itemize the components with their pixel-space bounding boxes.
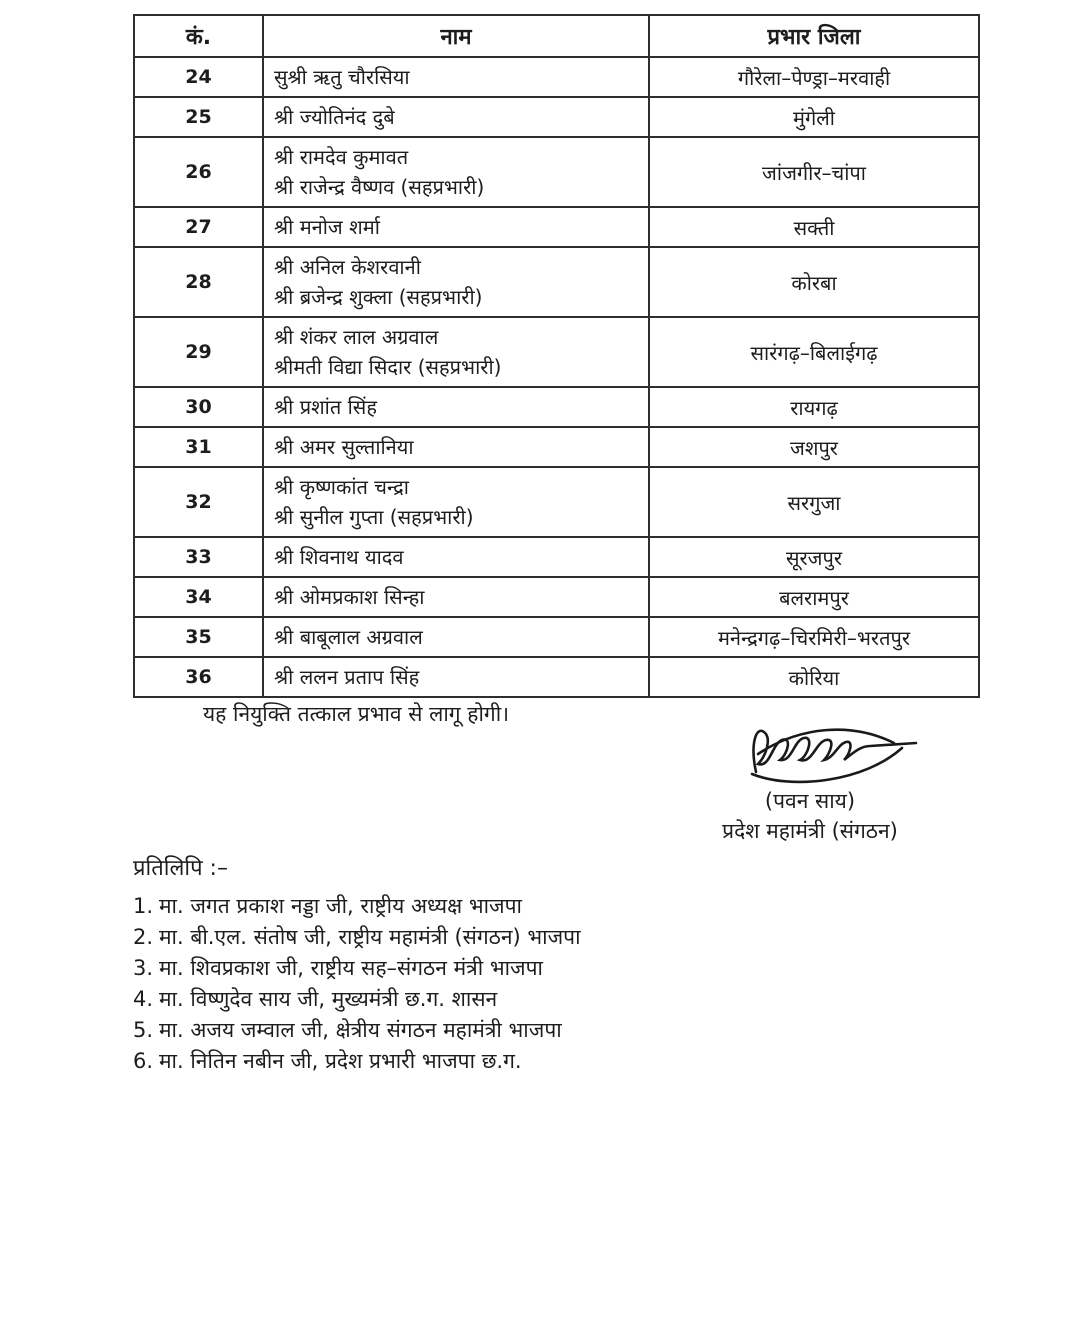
col-header-district: प्रभार जिला	[649, 15, 979, 57]
name-cell	[263, 207, 649, 247]
col-header-name: नाम	[263, 15, 649, 57]
district-cell: बलरामपुर	[649, 577, 979, 617]
serial-number: 34	[134, 577, 263, 617]
name-cell	[263, 657, 649, 697]
district-cell: सक्ती	[649, 207, 979, 247]
serial-number: 32	[134, 467, 263, 537]
district-cell: सूरजपुर	[649, 537, 979, 577]
copy-item	[133, 891, 581, 922]
copy-item-number: 4.	[133, 987, 154, 1011]
copies-list	[133, 891, 581, 1077]
district-cell: रायगढ़	[649, 387, 979, 427]
table-row	[134, 537, 979, 577]
person-name: श्री ज्योतिनंद दुबे	[274, 105, 395, 129]
table-row	[134, 247, 979, 317]
person-name: श्री राजेन्द्र वैष्णव (सहप्रभारी)	[274, 175, 485, 199]
person-name: श्री ओमप्रकाश सिन्हा	[274, 585, 425, 609]
table-row	[134, 427, 979, 467]
name-cell	[263, 387, 649, 427]
serial-number: 36	[134, 657, 263, 697]
name-cell	[263, 577, 649, 617]
copy-item-number: 5.	[133, 1018, 154, 1042]
copy-item-number: 3.	[133, 956, 154, 980]
district-cell: कोरबा	[649, 247, 979, 317]
person-name: श्री बाबूलाल अग्रवाल	[274, 625, 423, 649]
name-cell	[263, 317, 649, 387]
copies-section	[133, 854, 581, 1077]
signature-block	[640, 786, 980, 846]
copy-item-text: मा. विष्णुदेव साय जी, मुख्यमंत्री छ.ग. शासन	[159, 987, 498, 1011]
copy-item	[133, 1015, 581, 1046]
serial-number: 30	[134, 387, 263, 427]
copy-item	[133, 1046, 581, 1077]
table-row	[134, 617, 979, 657]
serial-number: 33	[134, 537, 263, 577]
serial-number: 25	[134, 97, 263, 137]
person-name: श्री अनिल केशरवानी	[274, 255, 421, 279]
signature-scribble	[742, 710, 927, 790]
name-cell	[263, 247, 649, 317]
col-header-serial: कं.	[134, 15, 263, 57]
table-row	[134, 467, 979, 537]
person-name: श्री मनोज शर्मा	[274, 215, 380, 239]
district-cell: सरगुजा	[649, 467, 979, 537]
person-name: श्री रामदेव कुमावत	[274, 145, 409, 169]
name-cell	[263, 617, 649, 657]
district-cell: जांजगीर–चांपा	[649, 137, 979, 207]
serial-number: 26	[134, 137, 263, 207]
table-row	[134, 577, 979, 617]
signatory-name: (पवन साय)	[764, 789, 856, 813]
table-row	[134, 97, 979, 137]
table-header-row	[134, 15, 979, 57]
table-row	[134, 207, 979, 247]
signatory-title: प्रदेश महामंत्री (संगठन)	[722, 819, 898, 843]
copy-item-text: मा. जगत प्रकाश नड्डा जी, राष्ट्रीय अध्यक्ष भाजपा	[159, 894, 522, 918]
serial-number: 31	[134, 427, 263, 467]
person-name: श्री सुनील गुप्ता (सहप्रभारी)	[274, 505, 474, 529]
person-name: श्री ललन प्रताप सिंह	[274, 665, 420, 689]
district-cell: कोरिया	[649, 657, 979, 697]
person-name: श्री शिवनाथ यादव	[274, 545, 404, 569]
person-name: श्री प्रशांत सिंह	[274, 395, 377, 419]
person-name: श्री ब्रजेन्द्र शुक्ला (सहप्रभारी)	[274, 285, 483, 309]
copy-item	[133, 953, 581, 984]
copies-heading: प्रतिलिपि :–	[133, 856, 228, 881]
table-row	[134, 317, 979, 387]
name-cell	[263, 537, 649, 577]
name-cell	[263, 57, 649, 97]
copy-item-text: मा. शिवप्रकाश जी, राष्ट्रीय सह–संगठन मंत्री भाजपा	[159, 956, 543, 980]
effective-note: यह नियुक्ति तत्काल प्रभाव से लागू होगी।	[203, 702, 510, 726]
table-row	[134, 137, 979, 207]
table-body	[134, 57, 979, 697]
person-name: सुश्री ऋतु चौरसिया	[274, 65, 410, 89]
table-row	[134, 387, 979, 427]
table-row	[134, 657, 979, 697]
table-row	[134, 57, 979, 97]
copy-item-text: मा. अजय जम्वाल जी, क्षेत्रीय संगठन महामंत्री भाजपा	[159, 1018, 562, 1042]
serial-number: 24	[134, 57, 263, 97]
copy-item-number: 2.	[133, 925, 154, 949]
person-name: श्रीमती विद्या सिदार (सहप्रभारी)	[274, 355, 502, 379]
serial-number: 27	[134, 207, 263, 247]
district-cell: सारंगढ़–बिलाईगढ़	[649, 317, 979, 387]
copy-item-text: मा. नितिन नबीन जी, प्रदेश प्रभारी भाजपा छ.ग.	[159, 1049, 522, 1073]
serial-number: 28	[134, 247, 263, 317]
district-cell: मनेन्द्रगढ़–चिरमिरी–भरतपुर	[649, 617, 979, 657]
name-cell	[263, 137, 649, 207]
person-name: श्री शंकर लाल अग्रवाल	[274, 325, 439, 349]
district-cell: जशपुर	[649, 427, 979, 467]
copy-item	[133, 984, 581, 1015]
district-cell: गौरेला–पेण्ड्रा–मरवाही	[649, 57, 979, 97]
person-name: श्री अमर सुल्तानिया	[274, 435, 414, 459]
copy-item-number: 1.	[133, 894, 154, 918]
name-cell	[263, 427, 649, 467]
person-name: श्री कृष्णकांत चन्द्रा	[274, 475, 409, 499]
district-cell: मुंगेली	[649, 97, 979, 137]
serial-number: 35	[134, 617, 263, 657]
copy-item-text: मा. बी.एल. संतोष जी, राष्ट्रीय महामंत्री (संगठन) भाजपा	[159, 925, 581, 949]
appointments-table	[133, 14, 980, 698]
copy-item-number: 6.	[133, 1049, 154, 1073]
copy-item	[133, 922, 581, 953]
serial-number: 29	[134, 317, 263, 387]
name-cell	[263, 97, 649, 137]
name-cell	[263, 467, 649, 537]
